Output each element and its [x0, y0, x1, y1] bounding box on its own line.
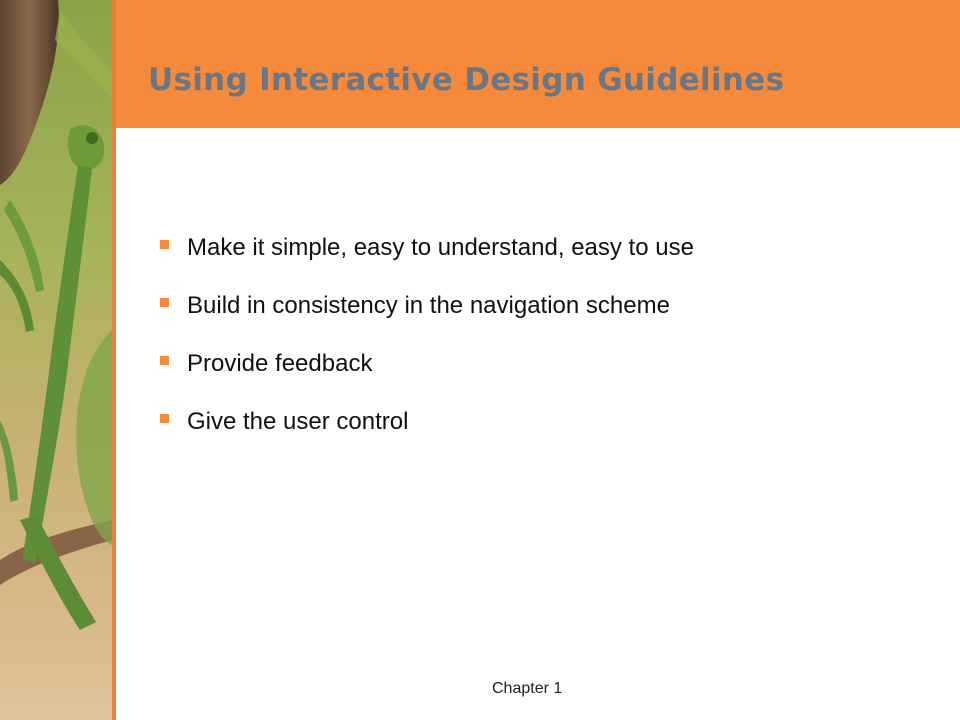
orange-square-bullet-icon [160, 414, 169, 423]
slide-title: Using Interactive Design Guidelines [148, 62, 785, 98]
bullet-list [160, 226, 694, 458]
bullet-text: Give the user control [187, 408, 409, 435]
bullet-item [160, 226, 694, 284]
bullet-text: Make it simple, easy to understand, easy to use [187, 234, 694, 261]
bullet-text: Build in consistency in the navigation scheme [187, 292, 670, 319]
bullet-item [160, 400, 694, 458]
orange-square-bullet-icon [160, 240, 169, 249]
bullet-item [160, 284, 694, 342]
orange-square-bullet-icon [160, 356, 169, 365]
mantis-photo [0, 0, 112, 720]
bullet-text: Provide feedback [187, 350, 373, 377]
slide-footer: Chapter 1 [492, 680, 563, 697]
bullet-item [160, 342, 694, 400]
orange-square-bullet-icon [160, 298, 169, 307]
